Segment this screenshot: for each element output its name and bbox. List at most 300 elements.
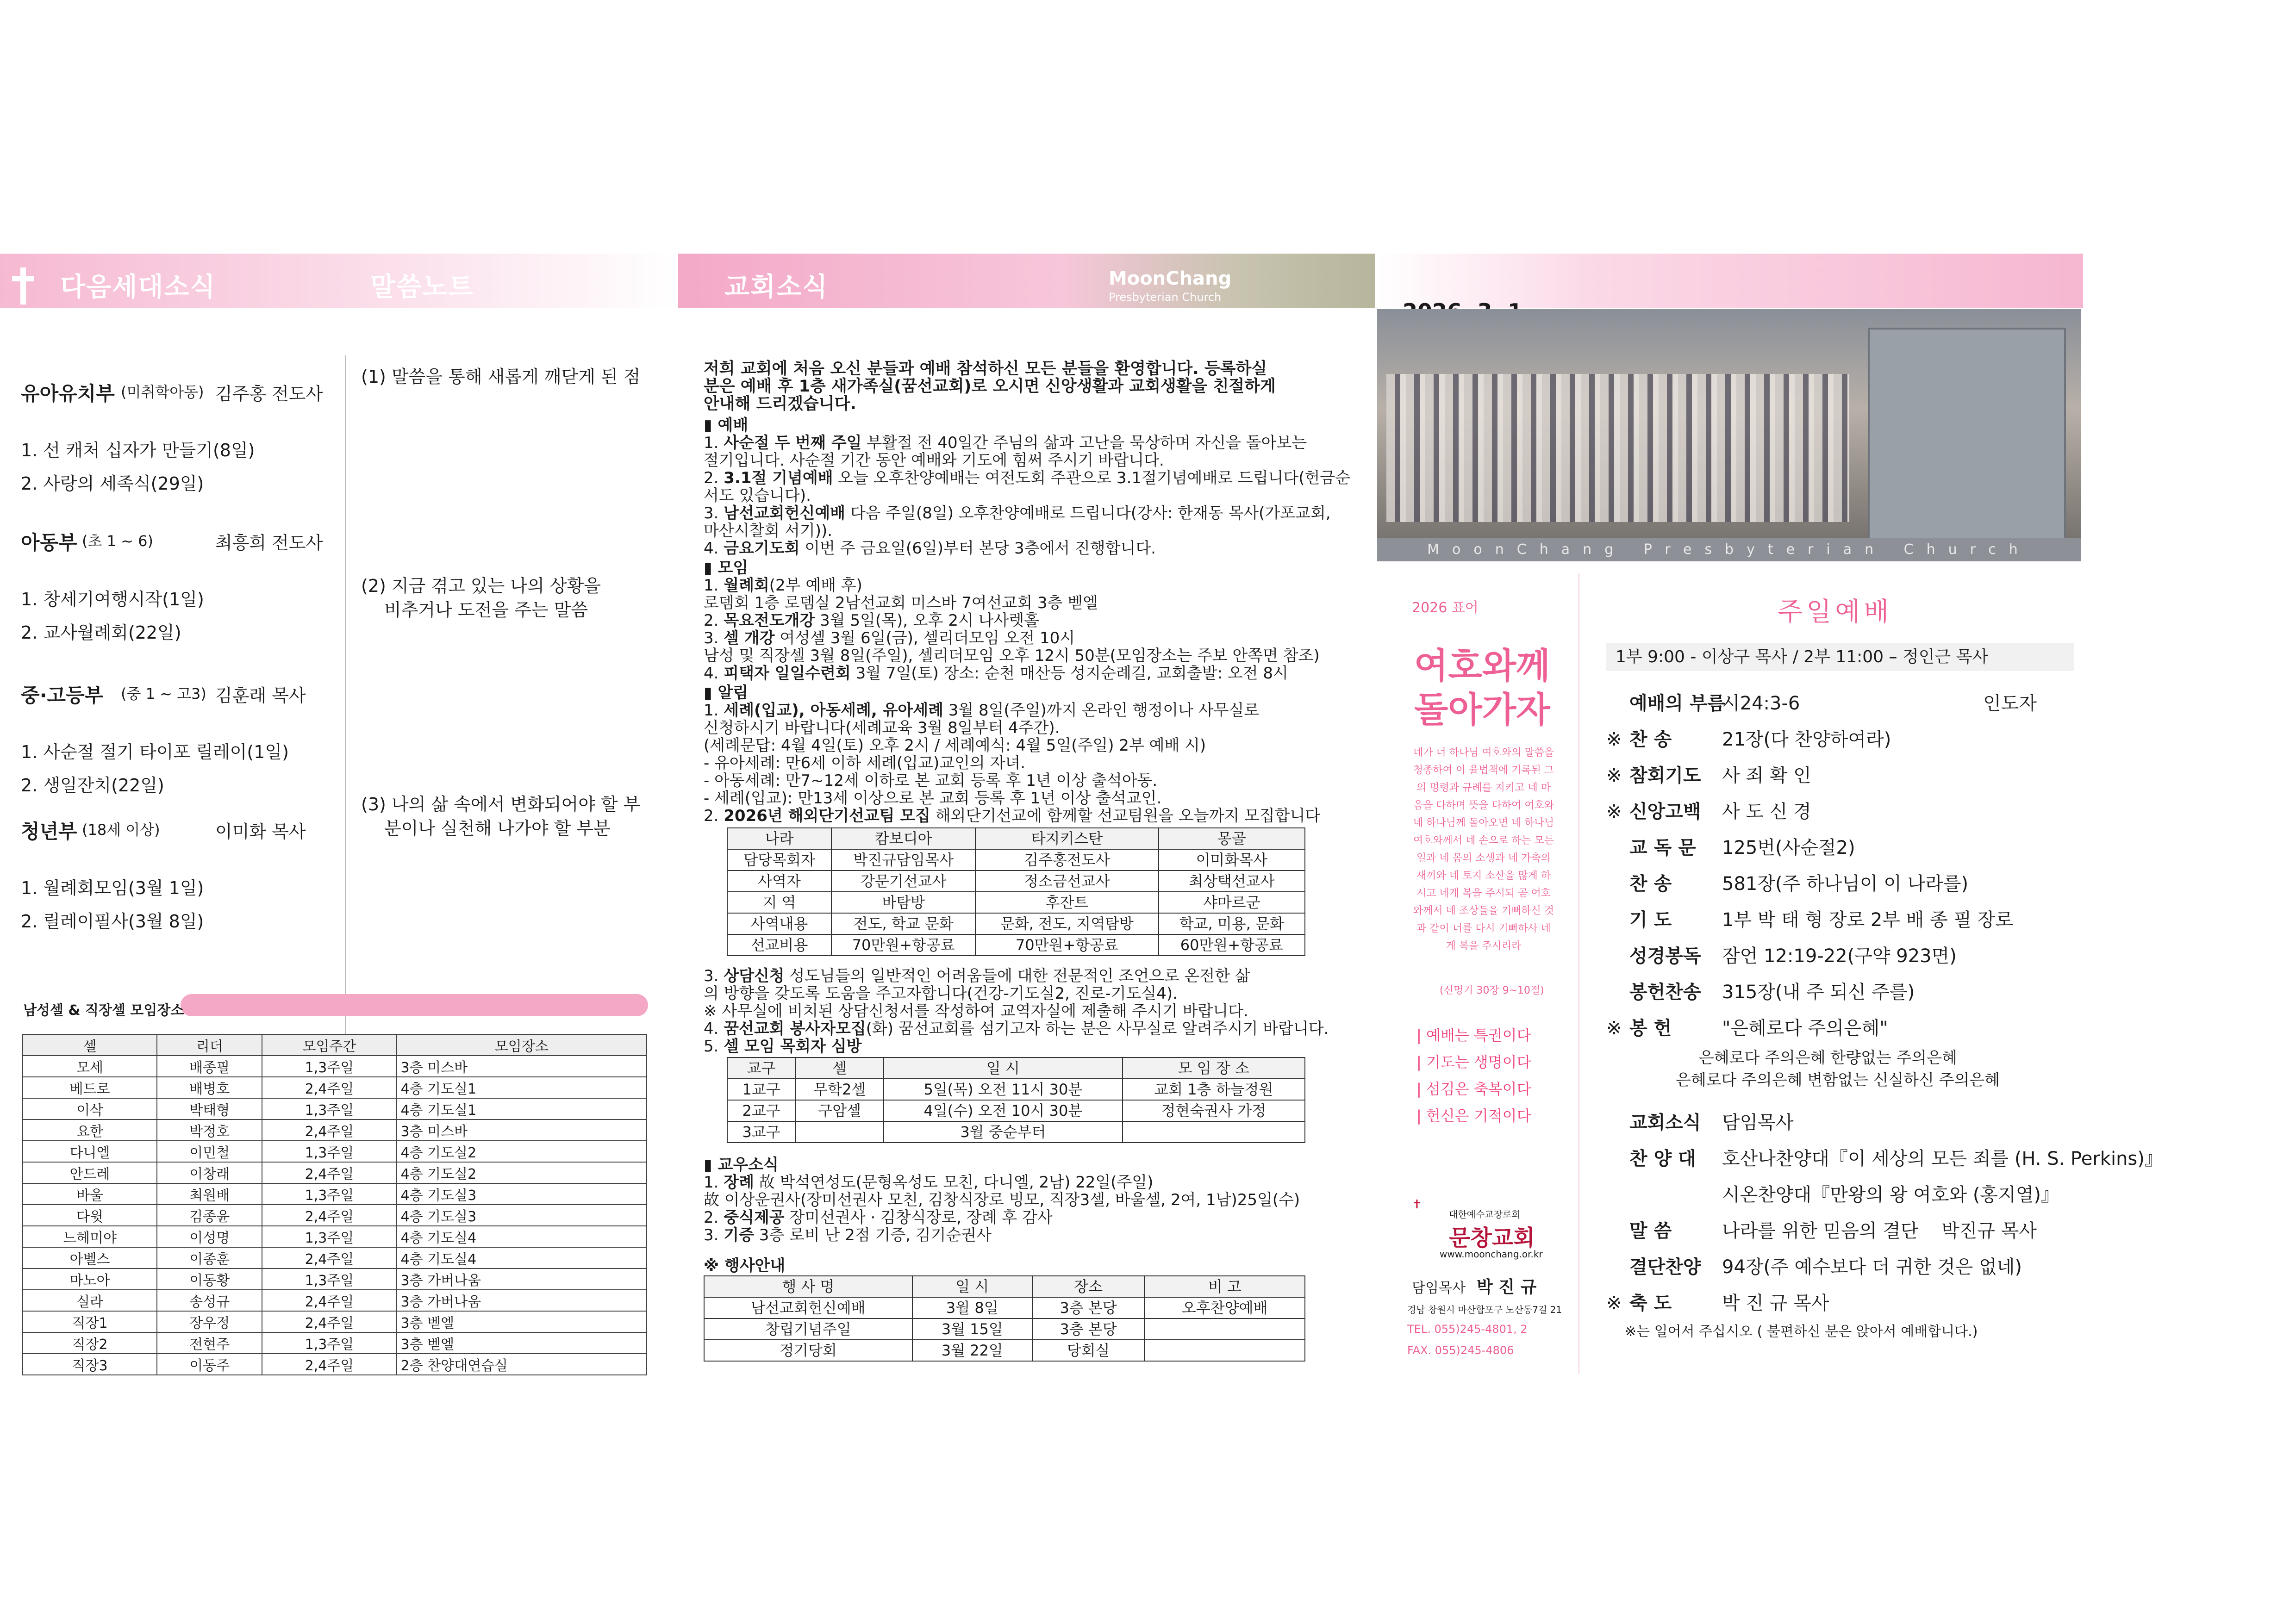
table-row — [23, 1290, 647, 1311]
table-cell: 전도, 학교 문화 — [831, 913, 975, 934]
item-text: 부활절 전 40일간 주님의 삶과 고난을 묵상하며 자신을 돌아보는 — [861, 434, 1307, 452]
table-cell: 2교구 — [727, 1100, 795, 1121]
table-cell: 행 사 명 — [704, 1276, 912, 1297]
table-cell: 바탐방 — [831, 892, 975, 913]
item-text: 절기입니다. 사순절 기간 동안 예배와 기도에 힘써 주시기 바랍니다. — [704, 451, 1164, 470]
news-line — [704, 522, 832, 540]
note-2a: (2) 지금 겪고 있는 나의 상황을 — [361, 576, 601, 596]
order-content: 잠언 12:19-22(구약 923면) — [1722, 945, 1957, 967]
section-sermon-note: 말씀노트 — [370, 272, 474, 302]
divider — [345, 355, 346, 1050]
table-cell: 캄보디아 — [831, 828, 975, 849]
order-row — [1606, 1144, 2163, 1170]
list-item: 1. 사순절 절기 타이포 릴레이(1일) — [21, 742, 289, 762]
table-row — [727, 828, 1305, 849]
table-cell: 이동주 — [157, 1354, 262, 1375]
table-header-row — [23, 1034, 647, 1056]
table-cell: 이동황 — [157, 1269, 262, 1290]
table-cell: 일 시 — [884, 1057, 1122, 1079]
motto-line-2: 돌아가자 — [1414, 689, 1550, 730]
table-cell: 교회 1층 하늘정원 — [1123, 1079, 1305, 1100]
item-number: 3. — [704, 1226, 724, 1244]
header-band — [0, 254, 2083, 308]
table-cell: 다윗 — [23, 1205, 157, 1226]
dept-age: (18세 이상) — [82, 821, 160, 839]
website: www.moonchang.or.kr — [1440, 1249, 1543, 1260]
table-cell: 4층 기도실2 — [397, 1141, 647, 1162]
verse-line: 과 같이 너를 다시 기뻐하사 네 — [1416, 923, 1551, 934]
news-line — [704, 434, 1307, 452]
news-line — [704, 719, 1060, 737]
table-cell: 2,4주일 — [262, 1119, 396, 1141]
item-number: 1. — [704, 576, 724, 595]
table-row — [23, 1077, 647, 1098]
order-content: 호산나찬양대『이 세상의 모든 죄를 (H. S. Perkins)』 — [1722, 1148, 2163, 1169]
item-text: 3월 8일(주일)까지 온라인 행정이나 사무실로 — [943, 701, 1260, 720]
pastor-label: 담임목사 — [1412, 1280, 1466, 1296]
order-content: 94장(주 예수보다 더 귀한 것은 없네) — [1722, 1256, 2022, 1278]
table-row — [23, 1205, 647, 1226]
table-cell: 사역내용 — [727, 913, 831, 934]
slogan: | 기도는 생명이다 — [1416, 1053, 1531, 1071]
table-cell: 구암셀 — [795, 1100, 884, 1121]
order-item: 교 독 문 — [1629, 837, 1696, 858]
table-row — [23, 1226, 647, 1247]
motto-verse — [1398, 744, 1569, 955]
item-text: 여성셀 3월 6일(금), 셀리더모임 오전 10시 — [774, 629, 1075, 647]
table-cell: 전현주 — [157, 1332, 262, 1354]
column-header: 리더 — [157, 1034, 262, 1056]
order-row — [1606, 1216, 2074, 1243]
item-text: 성도님들의 일반적인 어려움들에 대한 전문적인 조언으로 온전한 삶 — [784, 967, 1250, 985]
table-cell: 송성규 — [157, 1290, 262, 1311]
table-cell: 느헤미야 — [23, 1226, 157, 1247]
order-leader: 인도자 — [1983, 693, 2037, 714]
order-row — [1606, 797, 2074, 823]
table-cell: 1교구 — [727, 1079, 795, 1100]
order-content: 125번(사순절2) — [1722, 837, 1855, 858]
table-row — [23, 1183, 647, 1205]
divider — [1578, 573, 1579, 1374]
address: 경남 창원시 마산합포구 노산동7길 21 — [1407, 1304, 1562, 1315]
column-header: 모임장소 — [397, 1034, 647, 1056]
item-title: 장례 — [724, 1173, 754, 1192]
service-times: 1부 9:00 - 이상구 목사 / 2부 11:00 – 정인근 목사 — [1606, 643, 2074, 671]
item-title: 2026년 해외단기선교팀 모집 — [724, 807, 930, 825]
table-cell: 2,4주일 — [262, 1162, 396, 1183]
item-title: 기증 — [724, 1226, 754, 1244]
table-cell: 이성명 — [157, 1226, 262, 1247]
table-cell: 4층 기도실3 — [397, 1205, 647, 1226]
table-cell: 1,3주일 — [262, 1332, 396, 1354]
item-text: 서도 있습니다). — [704, 486, 811, 505]
table-cell: 장소 — [1032, 1276, 1145, 1297]
verse-line: 게 복을 주시리라 — [1446, 940, 1522, 952]
dept-age: (중 1 ~ 고3) — [121, 685, 206, 703]
table-row — [23, 1119, 647, 1141]
item-text: 장미선권사 · 김창식장로, 장례 후 감사 — [784, 1208, 1053, 1227]
choir-image — [1386, 374, 1849, 522]
order-row — [1606, 689, 2074, 715]
church-name: 문창교회 — [1449, 1225, 1535, 1251]
order-item: 참회기도 — [1629, 765, 1701, 786]
item-title: 사순절 두 번째 주일 — [724, 434, 862, 452]
order-row — [1606, 869, 2074, 895]
table-cell: 2,4주일 — [262, 1290, 396, 1311]
order-item: 말 씀 — [1629, 1220, 1672, 1242]
item-text: 남성 및 직장셀 3월 8일(주일), 셀리더모임 오후 12시 50분(모임장소는 주보 안쪽면 참조) — [704, 647, 1320, 665]
item-number: 4. — [704, 539, 724, 558]
section-church-news: 교회소식 — [724, 272, 829, 302]
table-row — [23, 1056, 647, 1077]
order-row — [1606, 1180, 2074, 1206]
item-text: - 세례(입교): 만13세 이상으로 본 교회 등록 후 1년 이상 출석교인. — [704, 789, 1162, 808]
news-line — [704, 487, 811, 504]
order-item: 찬 송 — [1629, 873, 1672, 895]
footnote: ※는 일어서 주십시오 ( 불편하신 분은 앉아서 예배합니다.) — [1625, 1324, 1978, 1340]
table-cell: 3층 벧엘 — [397, 1311, 647, 1332]
building-image — [1868, 328, 2066, 540]
table-cell: 장우정 — [157, 1311, 262, 1332]
table-cell: 4층 기도실4 — [397, 1226, 647, 1247]
order-item: 찬 송 — [1629, 729, 1672, 750]
dept-name: 아동부 — [21, 531, 77, 554]
table-cell: 2,4주일 — [262, 1077, 396, 1098]
item-text: 의 방향을 갖도록 도움을 주고자합니다(건강-기도실2, 진로-기도실4). — [704, 984, 1178, 1003]
slogan: | 섬김은 축복이다 — [1416, 1080, 1531, 1098]
table-cell — [795, 1121, 884, 1143]
header-middle — [678, 254, 1375, 308]
order-content: 담임목사 — [1722, 1112, 1794, 1133]
dept-name: 유아유치부 — [21, 382, 115, 405]
table-cell: 1,3주일 — [262, 1056, 396, 1077]
table-cell: 4일(수) 오전 10시 30분 — [884, 1100, 1122, 1121]
table-cell: 몽골 — [1159, 828, 1305, 849]
news-line — [704, 702, 1259, 719]
news-line — [704, 540, 1156, 557]
table-cell: 2,4주일 — [262, 1247, 396, 1269]
order-leader: 박진규 목사 — [1941, 1220, 2037, 1242]
dept-age: (초 1 ~ 6) — [82, 532, 153, 550]
order-row — [1606, 761, 2074, 787]
order-row — [1606, 905, 2074, 932]
order-row — [1606, 977, 2074, 1004]
section-heading: ▮ 알림 — [704, 684, 749, 702]
order-item: 축 도 — [1629, 1293, 1672, 1314]
item-text: 3월 7일(토) 장소: 순천 매산등 성지순례길, 교회출발: 오전 8시 — [850, 664, 1288, 683]
item-number: 2. — [704, 469, 724, 487]
table-cell: 3층 미스바 — [397, 1119, 647, 1141]
table-cell: 사역자 — [727, 871, 831, 892]
column-header: 모임주간 — [262, 1034, 396, 1056]
table-row — [23, 1141, 647, 1162]
order-row — [1606, 1252, 2074, 1279]
item-text: 해외단기선교에 함께할 선교팀원을 오늘까지 모집합니다 — [930, 807, 1321, 825]
table-cell: 4층 기도실1 — [397, 1098, 647, 1119]
verse-line: 청종하여 이 율법책에 기록된 그 — [1413, 765, 1554, 776]
table-row — [23, 1354, 647, 1375]
item-title: 세례(입교), 아동세례, 유아세례 — [724, 701, 943, 720]
seal-icon: ✝ — [1412, 1198, 1422, 1212]
table-cell: 비 고 — [1144, 1276, 1305, 1297]
item-number: 4. — [704, 1020, 724, 1038]
item-text: 오늘 오후찬양예배는 여전도회 주관으로 3.1절기념예배로 드립니다(헌금순 — [833, 469, 1351, 487]
news-line — [704, 1002, 1248, 1020]
order-content: "은혜로다 주의은혜" — [1722, 1018, 1888, 1039]
cell-title-bar — [181, 994, 648, 1016]
table-cell: 담당목회자 — [727, 849, 831, 871]
dept-leader: 최흥희 전도사 — [215, 533, 323, 553]
note-3a: (3) 나의 삶 속에서 변화되어야 할 부 — [361, 794, 641, 815]
news-line — [704, 629, 1075, 647]
table-cell: 4층 기도실4 — [397, 1247, 647, 1269]
pastor-name: 박 진 규 — [1477, 1278, 1537, 1297]
table-cell: 1,3주일 — [262, 1269, 396, 1290]
table-cell: 남선교회헌신예배 — [704, 1297, 912, 1318]
order-content: 581장(주 하나님이 이 나라를) — [1722, 873, 1969, 895]
table-row — [23, 1098, 647, 1119]
table-cell — [1144, 1318, 1305, 1340]
table-cell: 70만원+항공료 — [831, 934, 975, 956]
table-cell — [1144, 1340, 1305, 1361]
table-cell: 이삭 — [23, 1098, 157, 1119]
verse-line: 시고 네게 복을 주시되 곧 여호 — [1416, 888, 1551, 899]
table-cell: 박정호 — [157, 1119, 262, 1141]
verse-line: 네가 너 하나님 여호와의 말씀을 — [1413, 747, 1554, 759]
table-cell: 정기당회 — [704, 1340, 912, 1361]
order-content: 사 도 신 경 — [1722, 801, 1811, 822]
news-line — [704, 807, 1320, 825]
table-cell: 3층 미스바 — [397, 1056, 647, 1077]
table-row — [23, 1332, 647, 1354]
item-text: ※ 사무실에 비치된 상담신청서를 작성하여 교역자실에 제출해 주시기 바랍니다. — [704, 1002, 1248, 1020]
stand-mark: ※ — [1606, 765, 1622, 786]
order-row — [1606, 1108, 2074, 1134]
section-heading: ※ 행사안내 — [704, 1256, 786, 1275]
news-line — [704, 1174, 1153, 1191]
table-cell: 정소금선교사 — [975, 871, 1158, 892]
table-cell: 4층 기도실2 — [397, 1162, 647, 1183]
table-cell: 당회실 — [1032, 1340, 1145, 1361]
item-number: 3. — [704, 504, 724, 522]
dept-leader: 김주홍 전도사 — [215, 384, 323, 404]
item-number: 1. — [704, 1173, 724, 1192]
cell-table-title: 남성셀 & 직장셀 모임장소 — [23, 1002, 184, 1019]
news-line — [704, 1209, 1053, 1226]
table-cell: 4층 기도실1 — [397, 1077, 647, 1098]
table-cell: 김주홍전도사 — [975, 849, 1158, 871]
dept-leader: 김훈래 목사 — [215, 685, 306, 706]
mission-table — [727, 827, 1305, 956]
news-line — [704, 737, 1206, 754]
slogan: | 헌신은 기적이다 — [1416, 1107, 1531, 1125]
motto-label: 2026 표어 — [1412, 600, 1479, 616]
order-title: 주일예배 — [1778, 597, 1893, 627]
news-line — [704, 1191, 1300, 1209]
item-number: 3. — [704, 967, 724, 985]
order-content: 사 죄 확 인 — [1722, 765, 1811, 786]
table-cell: 모세 — [23, 1056, 157, 1077]
order-item: 기 도 — [1629, 909, 1672, 931]
phone: TEL. 055)245-4801, 2 — [1407, 1323, 1528, 1336]
order-item: 성경봉독 — [1629, 945, 1701, 967]
item-title: 꿈선교회 봉사자모집 — [724, 1020, 866, 1038]
table-row — [727, 1079, 1305, 1100]
order-item: 봉헌찬송 — [1629, 982, 1701, 1003]
news-line — [704, 967, 1250, 985]
table-cell: 아벨스 — [23, 1247, 157, 1269]
stand-mark: ※ — [1606, 1018, 1622, 1039]
section-heading: ▮ 교우소식 — [704, 1156, 779, 1174]
header-left — [0, 254, 676, 308]
order-item: 신앙고백 — [1629, 801, 1701, 822]
verse-line: 일과 네 몸의 소생과 네 가축의 — [1416, 852, 1551, 864]
news-line — [704, 665, 1288, 682]
note-1: (1) 말씀을 통해 새롭게 깨닫게 된 점 — [361, 367, 641, 387]
order-row — [1606, 941, 2074, 968]
list-item: 2. 생일잔치(22일) — [21, 775, 164, 796]
motto-line-1: 여호와께 — [1414, 645, 1550, 686]
bulletin-sheet — [0, 254, 2163, 1401]
table-cell: 3층 본당 — [1032, 1318, 1145, 1340]
table-cell: 다니엘 — [23, 1141, 157, 1162]
item-text: (2부 예배 후) — [769, 576, 862, 595]
table-cell: 2,4주일 — [262, 1205, 396, 1226]
news-line — [704, 594, 1098, 612]
table-row — [23, 1162, 647, 1183]
table-cell: 요한 — [23, 1119, 157, 1141]
lyric-line: 은혜로다 주의은혜 한량없는 주의은혜 — [1699, 1049, 1957, 1067]
table-cell: 3층 가버나움 — [397, 1269, 647, 1290]
note-2b: 비추거나 도전을 주는 말씀 — [384, 600, 588, 620]
fax: FAX. 055)245-4806 — [1407, 1344, 1514, 1357]
item-number: 4. — [704, 664, 724, 683]
table-cell: 모 임 장 소 — [1123, 1057, 1305, 1079]
table-cell: 박태형 — [157, 1098, 262, 1119]
item-text: 다음 주일(8일) 오후찬양예배로 드립니다(강사: 한재동 목사(가포교회, — [845, 504, 1331, 522]
news-line — [704, 985, 1178, 1002]
item-text: 이번 주 금요일(6일)부터 본당 3층에서 진행합니다. — [799, 539, 1156, 558]
news-line — [704, 577, 862, 594]
order-content: 1부 박 태 형 장로 2부 배 종 필 장로 — [1722, 909, 2014, 931]
table-cell: 후잔트 — [975, 892, 1158, 913]
list-item: 1. 선 캐처 십자가 만들기(8일) — [21, 440, 255, 460]
table-cell: 창립기념주일 — [704, 1318, 912, 1340]
item-number: 2. — [704, 807, 724, 825]
table-cell: 이종훈 — [157, 1247, 262, 1269]
item-number: 3. — [704, 629, 724, 647]
section-heading: ▮ 모임 — [704, 559, 749, 577]
table-cell: 일 시 — [912, 1276, 1032, 1297]
news-line — [704, 647, 1320, 665]
order-item: 찬 양 대 — [1629, 1148, 1696, 1169]
denomination: 대한예수교장로회 — [1449, 1209, 1521, 1220]
table-cell: 직장3 — [23, 1354, 157, 1375]
table-cell: 샤마르군 — [1159, 892, 1305, 913]
order-item: 예배의 부름 — [1629, 693, 1726, 714]
visit-table — [727, 1057, 1305, 1143]
table-cell: 3층 가버나움 — [397, 1290, 647, 1311]
item-text: 신청하시기 바랍니다(세례교육 3월 8일부터 4주간). — [704, 719, 1060, 737]
stand-mark: ※ — [1606, 1293, 1622, 1314]
news-line — [704, 504, 1331, 522]
order-row — [1606, 1288, 2074, 1315]
news-line — [704, 1226, 992, 1244]
table-cell: 실라 — [23, 1290, 157, 1311]
order-content: 시온찬양대『만왕의 왕 여호와 (홍지열)』 — [1722, 1184, 2059, 1206]
table-cell: 교구 — [727, 1057, 795, 1079]
table-cell: 2,4주일 — [262, 1354, 396, 1375]
table-row — [727, 934, 1305, 956]
order-item: 봉 헌 — [1629, 1018, 1672, 1039]
table-cell: 문화, 전도, 지역탐방 — [975, 913, 1158, 934]
table-cell: 베드로 — [23, 1077, 157, 1098]
item-text: 로뎀회 1층 로뎀실 2남선교회 미스바 7여선교회 3층 벧엘 — [704, 594, 1098, 612]
column-header: 셀 — [23, 1034, 157, 1056]
item-title: 남선교회헌신예배 — [724, 504, 846, 522]
item-text: 3층 로비 난 2점 기증, 김기순권사 — [754, 1226, 992, 1244]
photo-band-text: MoonChang Presbyterian Church — [1377, 538, 2081, 561]
brand-main: MoonChang — [1109, 268, 1232, 289]
table-row — [704, 1318, 1305, 1340]
table-cell: 최상택선교사 — [1159, 871, 1305, 892]
note-3b: 분이나 실천해 나가야 할 부분 — [384, 818, 611, 839]
table-cell: 정현숙권사 가정 — [1123, 1100, 1305, 1121]
table-cell: 강문기선교사 — [831, 871, 975, 892]
table-cell: 바울 — [23, 1183, 157, 1205]
item-text: (화) 꿈선교회를 섬기고자 하는 분은 사무실로 알려주시기 바랍니다. — [866, 1020, 1329, 1038]
verse-reference: (신명기 30장 9~10절) — [1440, 985, 1544, 996]
table-cell: 오후찬양예배 — [1144, 1297, 1305, 1318]
table-cell: 1,3주일 — [262, 1183, 396, 1205]
church-photo — [1377, 309, 2081, 559]
table-cell: 선교비용 — [727, 934, 831, 956]
dept-age: (미취학아동) — [121, 383, 204, 401]
item-title: 중식제공 — [724, 1208, 785, 1227]
stand-mark: ※ — [1606, 729, 1622, 750]
news-line — [704, 1038, 862, 1055]
table-row — [704, 1340, 1305, 1361]
table-cell: 나라 — [727, 828, 831, 849]
order-row — [1606, 833, 2074, 859]
table-cell: 김종윤 — [157, 1205, 262, 1226]
table-cell: 최원배 — [157, 1183, 262, 1205]
table-cell: 70만원+항공료 — [975, 934, 1158, 956]
section-next-gen: 다음세대소식 — [60, 272, 216, 302]
table-cell — [1123, 1121, 1305, 1143]
table-cell: 5일(목) 오전 11시 30분 — [884, 1079, 1122, 1100]
table-cell: 지 역 — [727, 892, 831, 913]
welcome-line: 안내해 드리겠습니다. — [704, 395, 856, 413]
stand-mark: ※ — [1606, 801, 1622, 822]
table-row — [727, 1100, 1305, 1121]
slogans — [1416, 1022, 1531, 1129]
order-item: 결단찬양 — [1629, 1256, 1701, 1278]
item-number: 2. — [704, 611, 724, 630]
table-cell: 3월 15일 — [912, 1318, 1032, 1340]
table-cell: 3월 22일 — [912, 1340, 1032, 1361]
item-text: 3월 5일(목), 오후 2시 나사렛홀 — [815, 611, 1040, 630]
table-cell: 3층 본당 — [1032, 1297, 1145, 1318]
item-text: 故 박석연성도(문형옥성도 모친, 다니엘, 2남) 22일(주일) — [754, 1173, 1154, 1192]
item-number: 1. — [704, 434, 724, 452]
welcome-line: 분은 예배 후 1층 새가족실(꿈선교회)로 오시면 신앙생활과 교회생활을 친절하게 — [704, 377, 1276, 396]
item-text: 故 이상운권사(장미선권사 모친, 김창식장로 빙모, 직장3셀, 바울셀, 2여, 1남)25일(수) — [704, 1191, 1300, 1209]
welcome-line: 저희 교회에 처음 오신 분들과 예배 참석하신 모든 분들을 환영합니다. 등록하실 — [704, 360, 1267, 378]
table-row — [23, 1311, 647, 1332]
dept-name: 중·고등부 — [21, 684, 104, 707]
table-cell: 이미화목사 — [1159, 849, 1305, 871]
